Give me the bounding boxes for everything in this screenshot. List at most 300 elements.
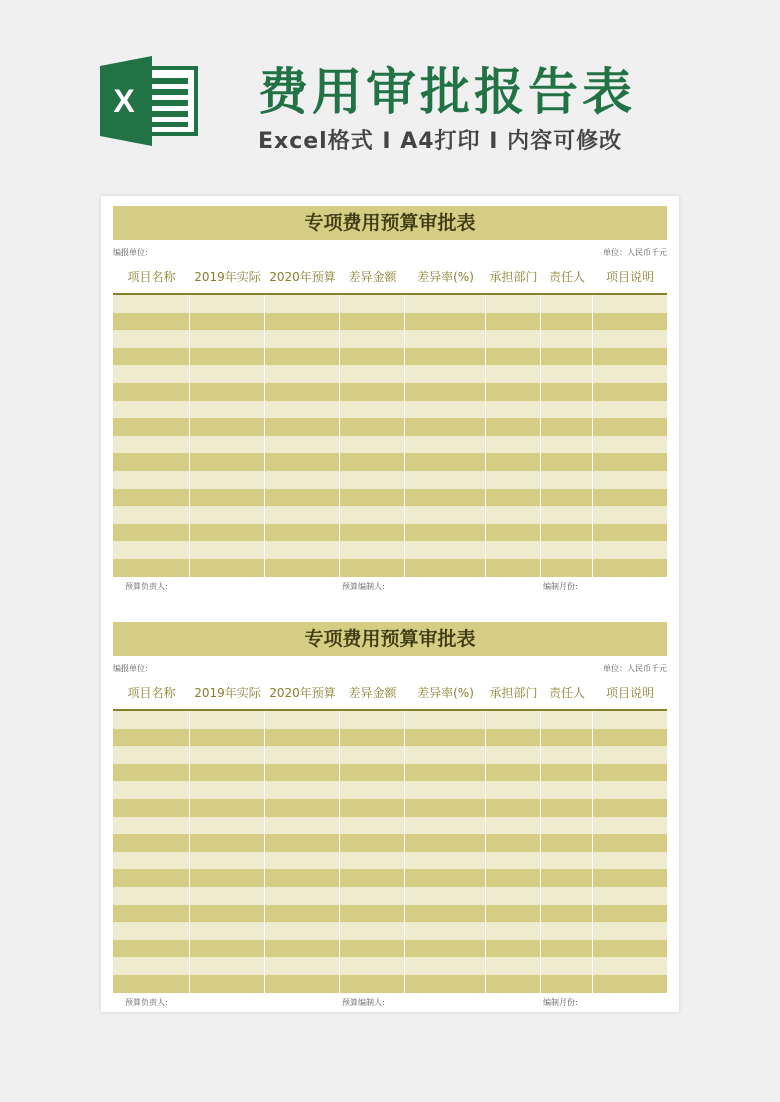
table-cell[interactable] — [541, 957, 593, 975]
currency-unit-label: 单位：人民币千元 — [603, 664, 667, 673]
document-page — [101, 196, 679, 1012]
table-cell[interactable] — [541, 746, 593, 764]
table-cell[interactable] — [265, 330, 340, 348]
table-cell[interactable] — [113, 471, 190, 489]
table-cell[interactable] — [265, 453, 340, 471]
table-cell[interactable] — [486, 401, 541, 419]
table-cell[interactable] — [541, 887, 593, 905]
table-cell[interactable] — [486, 764, 541, 782]
table-cell[interactable] — [113, 957, 190, 975]
table-cell[interactable] — [113, 418, 190, 436]
table-cell[interactable] — [265, 295, 340, 313]
table-cell[interactable] — [265, 957, 340, 975]
table-cell[interactable] — [265, 729, 340, 747]
table-cell[interactable] — [593, 781, 667, 799]
table-cell[interactable] — [340, 295, 405, 313]
table-cell[interactable] — [113, 799, 190, 817]
table-cell[interactable] — [541, 401, 593, 419]
table-cell[interactable] — [190, 957, 265, 975]
table-cell[interactable] — [113, 781, 190, 799]
column-header: 项目说明 — [605, 269, 654, 284]
table-cell[interactable] — [593, 541, 667, 559]
table-cell[interactable] — [405, 817, 486, 835]
table-cell[interactable] — [265, 940, 340, 958]
table-cell[interactable] — [190, 313, 265, 331]
table-cell[interactable] — [486, 365, 541, 383]
table-row — [113, 957, 667, 975]
table-cell[interactable] — [486, 559, 541, 577]
table-cell[interactable] — [265, 489, 340, 507]
table-cell[interactable] — [486, 453, 541, 471]
table-cell[interactable] — [340, 975, 405, 993]
table-cell[interactable] — [340, 524, 405, 542]
excel-logo-icon — [100, 56, 198, 146]
table-cell[interactable] — [405, 524, 486, 542]
table-cell[interactable] — [113, 453, 190, 471]
table-cell[interactable] — [593, 313, 667, 331]
table-cell[interactable] — [340, 729, 405, 747]
table-cell[interactable] — [405, 781, 486, 799]
table-row — [113, 869, 667, 887]
table-cell[interactable] — [340, 746, 405, 764]
budget-owner-label: 预算负责人: — [125, 997, 168, 1007]
table-cell[interactable] — [405, 348, 486, 366]
table-cell[interactable] — [113, 506, 190, 524]
table-cell[interactable] — [486, 436, 541, 454]
table-cell[interactable] — [113, 764, 190, 782]
table-cell[interactable] — [541, 418, 593, 436]
banner-subtitle: Excel格式 I A4打印 I 内容可修改 — [258, 129, 623, 154]
table-cell[interactable] — [405, 489, 486, 507]
table-cell[interactable] — [190, 834, 265, 852]
table-cell[interactable] — [190, 729, 265, 747]
table-cell[interactable] — [265, 711, 340, 729]
table-cell[interactable] — [593, 957, 667, 975]
table-cell[interactable] — [593, 799, 667, 817]
table-header — [113, 259, 667, 295]
table-cell[interactable] — [113, 524, 190, 542]
table-cell[interactable] — [113, 869, 190, 887]
table-cell[interactable] — [541, 975, 593, 993]
table-cell[interactable] — [541, 781, 593, 799]
table-cell[interactable] — [486, 905, 541, 923]
table-cell[interactable] — [405, 799, 486, 817]
table-cell[interactable] — [113, 711, 190, 729]
table-cell[interactable] — [113, 729, 190, 747]
table-cell[interactable] — [593, 471, 667, 489]
column-header: 2019年实际 — [194, 269, 261, 284]
column-header: 承担部门 — [489, 269, 538, 284]
table-cell[interactable] — [405, 471, 486, 489]
table-cell[interactable] — [541, 799, 593, 817]
table-row — [113, 418, 667, 436]
table-cell[interactable] — [190, 489, 265, 507]
table-cell[interactable] — [113, 436, 190, 454]
table-cell[interactable] — [593, 975, 667, 993]
table-cell[interactable] — [593, 887, 667, 905]
table-cell[interactable] — [113, 817, 190, 835]
column-header: 差异金额 — [348, 685, 397, 700]
table-cell[interactable] — [486, 711, 541, 729]
table-cell[interactable] — [113, 834, 190, 852]
table-cell[interactable] — [405, 852, 486, 870]
table-cell[interactable] — [593, 506, 667, 524]
table-cell[interactable] — [541, 453, 593, 471]
table-cell[interactable] — [265, 524, 340, 542]
table-header — [113, 675, 667, 711]
reporting-unit-label: 编报单位: — [113, 664, 148, 673]
table-cell[interactable] — [113, 975, 190, 993]
approval-sheet-2 — [113, 622, 667, 1013]
table-cell[interactable] — [265, 559, 340, 577]
table-cell[interactable] — [405, 746, 486, 764]
table-cell[interactable] — [405, 559, 486, 577]
table-cell[interactable] — [486, 887, 541, 905]
table-cell[interactable] — [541, 365, 593, 383]
table-cell[interactable] — [486, 729, 541, 747]
table-cell[interactable] — [486, 348, 541, 366]
table-cell[interactable] — [265, 348, 340, 366]
table-cell[interactable] — [190, 506, 265, 524]
table-cell[interactable] — [340, 711, 405, 729]
table-cell[interactable] — [405, 922, 486, 940]
table-cell[interactable] — [593, 436, 667, 454]
table-cell[interactable] — [486, 940, 541, 958]
table-row — [113, 330, 667, 348]
table-cell[interactable] — [190, 295, 265, 313]
table-row — [113, 453, 667, 471]
table-cell[interactable] — [265, 746, 340, 764]
table-cell[interactable] — [190, 887, 265, 905]
table-row — [113, 975, 667, 993]
table-cell[interactable] — [405, 940, 486, 958]
table-cell[interactable] — [340, 418, 405, 436]
table-cell[interactable] — [541, 940, 593, 958]
table-cell[interactable] — [405, 869, 486, 887]
table-row — [113, 887, 667, 905]
table-cell[interactable] — [541, 852, 593, 870]
table-cell[interactable] — [340, 905, 405, 923]
table-cell[interactable] — [405, 365, 486, 383]
table-cell[interactable] — [340, 365, 405, 383]
table-cell[interactable] — [486, 330, 541, 348]
table-cell[interactable] — [593, 401, 667, 419]
table-cell[interactable] — [190, 453, 265, 471]
table-cell[interactable] — [113, 746, 190, 764]
table-cell[interactable] — [405, 313, 486, 331]
table-cell[interactable] — [190, 940, 265, 958]
table-cell[interactable] — [113, 401, 190, 419]
table-cell[interactable] — [541, 348, 593, 366]
table-row — [113, 436, 667, 454]
table-cell[interactable] — [340, 348, 405, 366]
table-cell[interactable] — [541, 729, 593, 747]
table-cell[interactable] — [340, 817, 405, 835]
table-cell[interactable] — [340, 869, 405, 887]
table-cell[interactable] — [405, 711, 486, 729]
table-cell[interactable] — [265, 471, 340, 489]
table-cell[interactable] — [113, 852, 190, 870]
table-cell[interactable] — [265, 365, 340, 383]
column-header: 项目名称 — [127, 685, 176, 700]
table-row — [113, 348, 667, 366]
table-cell[interactable] — [593, 524, 667, 542]
table-cell[interactable] — [486, 834, 541, 852]
table-cell[interactable] — [340, 764, 405, 782]
table-cell[interactable] — [541, 489, 593, 507]
table-cell[interactable] — [405, 330, 486, 348]
table-row — [113, 834, 667, 852]
table-cell[interactable] — [190, 383, 265, 401]
table-cell[interactable] — [265, 834, 340, 852]
table-cell[interactable] — [190, 330, 265, 348]
table-cell[interactable] — [593, 348, 667, 366]
column-header: 2020年预算 — [269, 685, 336, 700]
table-cell[interactable] — [190, 471, 265, 489]
table-cell[interactable] — [265, 764, 340, 782]
table-cell[interactable] — [486, 541, 541, 559]
table-cell[interactable] — [486, 313, 541, 331]
table-cell[interactable] — [340, 957, 405, 975]
table-cell[interactable] — [265, 817, 340, 835]
table-cell[interactable] — [340, 401, 405, 419]
table-cell[interactable] — [265, 541, 340, 559]
column-header: 责任人 — [548, 685, 585, 700]
table-cell[interactable] — [265, 781, 340, 799]
table-cell[interactable] — [541, 330, 593, 348]
table-cell[interactable] — [340, 887, 405, 905]
table-cell[interactable] — [113, 940, 190, 958]
table-cell[interactable] — [593, 746, 667, 764]
table-cell[interactable] — [113, 295, 190, 313]
table-cell[interactable] — [593, 834, 667, 852]
table-cell[interactable] — [265, 383, 340, 401]
table-cell[interactable] — [190, 922, 265, 940]
table-cell[interactable] — [340, 852, 405, 870]
table-cell[interactable] — [593, 453, 667, 471]
table-cell[interactable] — [541, 436, 593, 454]
table-cell[interactable] — [340, 489, 405, 507]
table-cell[interactable] — [265, 905, 340, 923]
table-cell[interactable] — [113, 905, 190, 923]
table-cell[interactable] — [340, 453, 405, 471]
table-cell[interactable] — [340, 834, 405, 852]
table-cell[interactable] — [541, 922, 593, 940]
table-cell[interactable] — [405, 418, 486, 436]
table-cell[interactable] — [486, 869, 541, 887]
table-cell[interactable] — [265, 313, 340, 331]
table-cell[interactable] — [113, 348, 190, 366]
table-cell[interactable] — [541, 834, 593, 852]
table-cell[interactable] — [190, 559, 265, 577]
table-cell[interactable] — [541, 295, 593, 313]
table-cell[interactable] — [265, 401, 340, 419]
table-cell[interactable] — [405, 541, 486, 559]
table-cell[interactable] — [486, 975, 541, 993]
table-cell[interactable] — [593, 869, 667, 887]
table-cell[interactable] — [113, 383, 190, 401]
table-cell[interactable] — [265, 922, 340, 940]
table-cell[interactable] — [405, 887, 486, 905]
table-cell[interactable] — [405, 729, 486, 747]
table-cell[interactable] — [405, 401, 486, 419]
table-row — [113, 781, 667, 799]
table-cell[interactable] — [405, 957, 486, 975]
table-cell[interactable] — [190, 781, 265, 799]
table-cell[interactable] — [593, 559, 667, 577]
table-cell[interactable] — [190, 852, 265, 870]
table-cell[interactable] — [486, 383, 541, 401]
table-cell[interactable] — [486, 852, 541, 870]
table-cell[interactable] — [593, 330, 667, 348]
table-cell[interactable] — [190, 541, 265, 559]
table-cell[interactable] — [340, 559, 405, 577]
table-cell[interactable] — [190, 817, 265, 835]
table-cell[interactable] — [190, 764, 265, 782]
table-cell[interactable] — [486, 799, 541, 817]
table-cell[interactable] — [113, 330, 190, 348]
table-cell[interactable] — [340, 506, 405, 524]
table-cell[interactable] — [486, 957, 541, 975]
table-cell[interactable] — [190, 799, 265, 817]
table-cell[interactable] — [113, 541, 190, 559]
table-cell[interactable] — [190, 711, 265, 729]
table-cell[interactable] — [541, 905, 593, 923]
table-cell[interactable] — [265, 436, 340, 454]
table-cell[interactable] — [340, 541, 405, 559]
column-header: 差异率(%) — [417, 269, 474, 284]
table-row — [113, 729, 667, 747]
table-cell[interactable] — [486, 471, 541, 489]
table-cell[interactable] — [593, 922, 667, 940]
table-cell[interactable] — [405, 383, 486, 401]
table-cell[interactable] — [541, 711, 593, 729]
table-cell[interactable] — [113, 887, 190, 905]
table-cell[interactable] — [340, 781, 405, 799]
table-cell[interactable] — [265, 418, 340, 436]
table-cell[interactable] — [486, 922, 541, 940]
table-cell[interactable] — [190, 418, 265, 436]
table-cell[interactable] — [265, 799, 340, 817]
table-row — [113, 489, 667, 507]
table-cell[interactable] — [340, 922, 405, 940]
table-cell[interactable] — [486, 817, 541, 835]
approval-sheet-1 — [113, 206, 667, 597]
table-cell[interactable] — [541, 869, 593, 887]
table-cell[interactable] — [405, 295, 486, 313]
table-cell[interactable] — [190, 975, 265, 993]
table-cell[interactable] — [265, 852, 340, 870]
table-cell[interactable] — [541, 506, 593, 524]
table-cell[interactable] — [541, 471, 593, 489]
table-cell[interactable] — [340, 940, 405, 958]
table-cell[interactable] — [340, 799, 405, 817]
table-cell[interactable] — [593, 729, 667, 747]
table-cell[interactable] — [405, 764, 486, 782]
table-cell[interactable] — [265, 975, 340, 993]
table-cell[interactable] — [593, 764, 667, 782]
table-cell[interactable] — [190, 401, 265, 419]
table-cell[interactable] — [190, 524, 265, 542]
currency-unit-label: 单位：人民币千元 — [603, 248, 667, 257]
table-row — [113, 559, 667, 577]
table-cell[interactable] — [593, 295, 667, 313]
table-cell[interactable] — [190, 746, 265, 764]
table-cell[interactable] — [405, 975, 486, 993]
table-cell[interactable] — [265, 887, 340, 905]
table-cell[interactable] — [541, 541, 593, 559]
table-cell[interactable] — [405, 436, 486, 454]
table-row — [113, 506, 667, 524]
table-cell[interactable] — [541, 559, 593, 577]
table-cell[interactable] — [190, 869, 265, 887]
column-header: 2019年实际 — [194, 685, 261, 700]
table-cell[interactable] — [265, 869, 340, 887]
table-cell[interactable] — [405, 453, 486, 471]
table-cell[interactable] — [593, 711, 667, 729]
table-cell[interactable] — [541, 764, 593, 782]
table-cell[interactable] — [541, 313, 593, 331]
table-cell[interactable] — [593, 940, 667, 958]
table-cell[interactable] — [541, 817, 593, 835]
table-cell[interactable] — [190, 436, 265, 454]
table-cell[interactable] — [593, 817, 667, 835]
table-cell[interactable] — [190, 365, 265, 383]
table-cell[interactable] — [113, 365, 190, 383]
table-cell[interactable] — [593, 852, 667, 870]
table-cell[interactable] — [486, 781, 541, 799]
column-header: 项目名称 — [127, 269, 176, 284]
table-cell[interactable] — [486, 524, 541, 542]
table-cell[interactable] — [541, 524, 593, 542]
table-row — [113, 313, 667, 331]
table-cell[interactable] — [113, 489, 190, 507]
table-row — [113, 383, 667, 401]
table-cell[interactable] — [486, 746, 541, 764]
table-cell[interactable] — [340, 330, 405, 348]
table-cell[interactable] — [486, 418, 541, 436]
table-cell[interactable] — [340, 383, 405, 401]
table-cell[interactable] — [405, 905, 486, 923]
budget-preparer-label: 预算编制人: — [342, 997, 385, 1007]
table-cell[interactable] — [486, 506, 541, 524]
table-cell[interactable] — [340, 313, 405, 331]
table-cell[interactable] — [405, 506, 486, 524]
table-cell[interactable] — [405, 834, 486, 852]
table-cell[interactable] — [265, 506, 340, 524]
table-cell[interactable] — [486, 489, 541, 507]
table-cell[interactable] — [113, 922, 190, 940]
table-cell[interactable] — [541, 383, 593, 401]
column-header: 承担部门 — [489, 685, 538, 700]
table-cell[interactable] — [593, 489, 667, 507]
table-cell[interactable] — [593, 383, 667, 401]
table-cell[interactable] — [486, 295, 541, 313]
table-cell[interactable] — [340, 471, 405, 489]
table-row — [113, 852, 667, 870]
table-cell[interactable] — [190, 905, 265, 923]
budget-owner-label: 预算负责人: — [125, 581, 168, 591]
table-cell[interactable] — [113, 559, 190, 577]
table-cell[interactable] — [113, 313, 190, 331]
table-cell[interactable] — [593, 418, 667, 436]
table-row — [113, 711, 667, 729]
table-cell[interactable] — [340, 436, 405, 454]
table-row — [113, 471, 667, 489]
table-cell[interactable] — [593, 905, 667, 923]
table-cell[interactable] — [593, 365, 667, 383]
table-cell[interactable] — [190, 348, 265, 366]
